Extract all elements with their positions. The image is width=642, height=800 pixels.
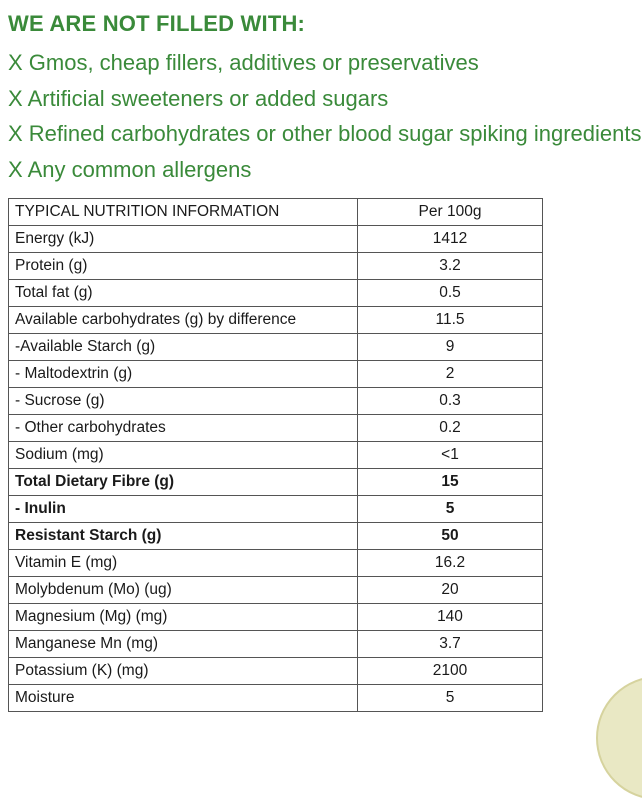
- row-value: 0.5: [358, 280, 543, 307]
- table-header-row: [9, 199, 543, 226]
- row-value: 140: [358, 604, 543, 631]
- row-value: 5: [358, 496, 543, 523]
- table-row: [9, 415, 543, 442]
- row-label: Sodium (mg): [9, 442, 358, 469]
- row-value: <1: [358, 442, 543, 469]
- header-value: Per 100g: [358, 199, 543, 226]
- table-row: [9, 388, 543, 415]
- row-label: -Available Starch (g): [9, 334, 358, 361]
- row-value: 11.5: [358, 307, 543, 334]
- nutrition-table: [8, 198, 543, 712]
- row-value: 5: [358, 685, 543, 712]
- row-label: Potassium (K) (mg): [9, 658, 358, 685]
- row-value: 50: [358, 523, 543, 550]
- table-row: [9, 253, 543, 280]
- row-value: 9: [358, 334, 543, 361]
- table-row: [9, 550, 543, 577]
- claim-item: X Artificial sweeteners or added sugars: [8, 85, 389, 111]
- claim-item: X Gmos, cheap fillers, additives or preservatives: [8, 50, 479, 75]
- row-value: 3.7: [358, 631, 543, 658]
- row-label: Magnesium (Mg) (mg): [9, 604, 358, 631]
- table-row: [9, 361, 543, 388]
- row-value: 15: [358, 469, 543, 496]
- row-label: Available carbohydrates (g) by difference: [9, 307, 358, 334]
- table-row: [9, 334, 543, 361]
- row-label: Protein (g): [9, 253, 358, 280]
- table-row: [9, 226, 543, 253]
- row-label: Molybdenum (Mo) (ug): [9, 577, 358, 604]
- header-label: TYPICAL NUTRITION INFORMATION: [9, 199, 358, 226]
- row-value: 2100: [358, 658, 543, 685]
- row-value: 20: [358, 577, 543, 604]
- table-row: [9, 658, 543, 685]
- row-label: - Sucrose (g): [9, 388, 358, 415]
- claim-item: X Any common allergens: [8, 156, 252, 182]
- page-heading: WE ARE NOT FILLED WITH:: [8, 11, 306, 36]
- row-label: Energy (kJ): [9, 226, 358, 253]
- table-row: [9, 442, 543, 469]
- table-row: [9, 631, 543, 658]
- table-row: [9, 577, 543, 604]
- row-label: Resistant Starch (g): [9, 523, 358, 550]
- row-label: - Other carbohydrates: [9, 415, 358, 442]
- table-row: [9, 280, 543, 307]
- table-row: [9, 469, 543, 496]
- row-value: 0.3: [358, 388, 543, 415]
- table-row: [9, 307, 543, 334]
- row-label: Manganese Mn (mg): [9, 631, 358, 658]
- table-row: [9, 685, 543, 712]
- row-value: 3.2: [358, 253, 543, 280]
- row-label: Vitamin E (mg): [9, 550, 358, 577]
- decorative-circle: [596, 676, 642, 800]
- row-value: 16.2: [358, 550, 543, 577]
- row-label: - Inulin: [9, 496, 358, 523]
- row-value: 0.2: [358, 415, 543, 442]
- row-value: 1412: [358, 226, 543, 253]
- row-label: Moisture: [9, 685, 358, 712]
- row-label: - Maltodextrin (g): [9, 361, 358, 388]
- table-row: [9, 523, 543, 550]
- row-value: 2: [358, 361, 543, 388]
- table-row: [9, 496, 543, 523]
- claim-item: X Refined carbohydrates or other blood sugar spiking ingredients: [8, 121, 642, 146]
- row-label: Total fat (g): [9, 280, 358, 307]
- row-label: Total Dietary Fibre (g): [9, 469, 358, 496]
- table-row: [9, 604, 543, 631]
- exclusion-claims: [8, 47, 642, 189]
